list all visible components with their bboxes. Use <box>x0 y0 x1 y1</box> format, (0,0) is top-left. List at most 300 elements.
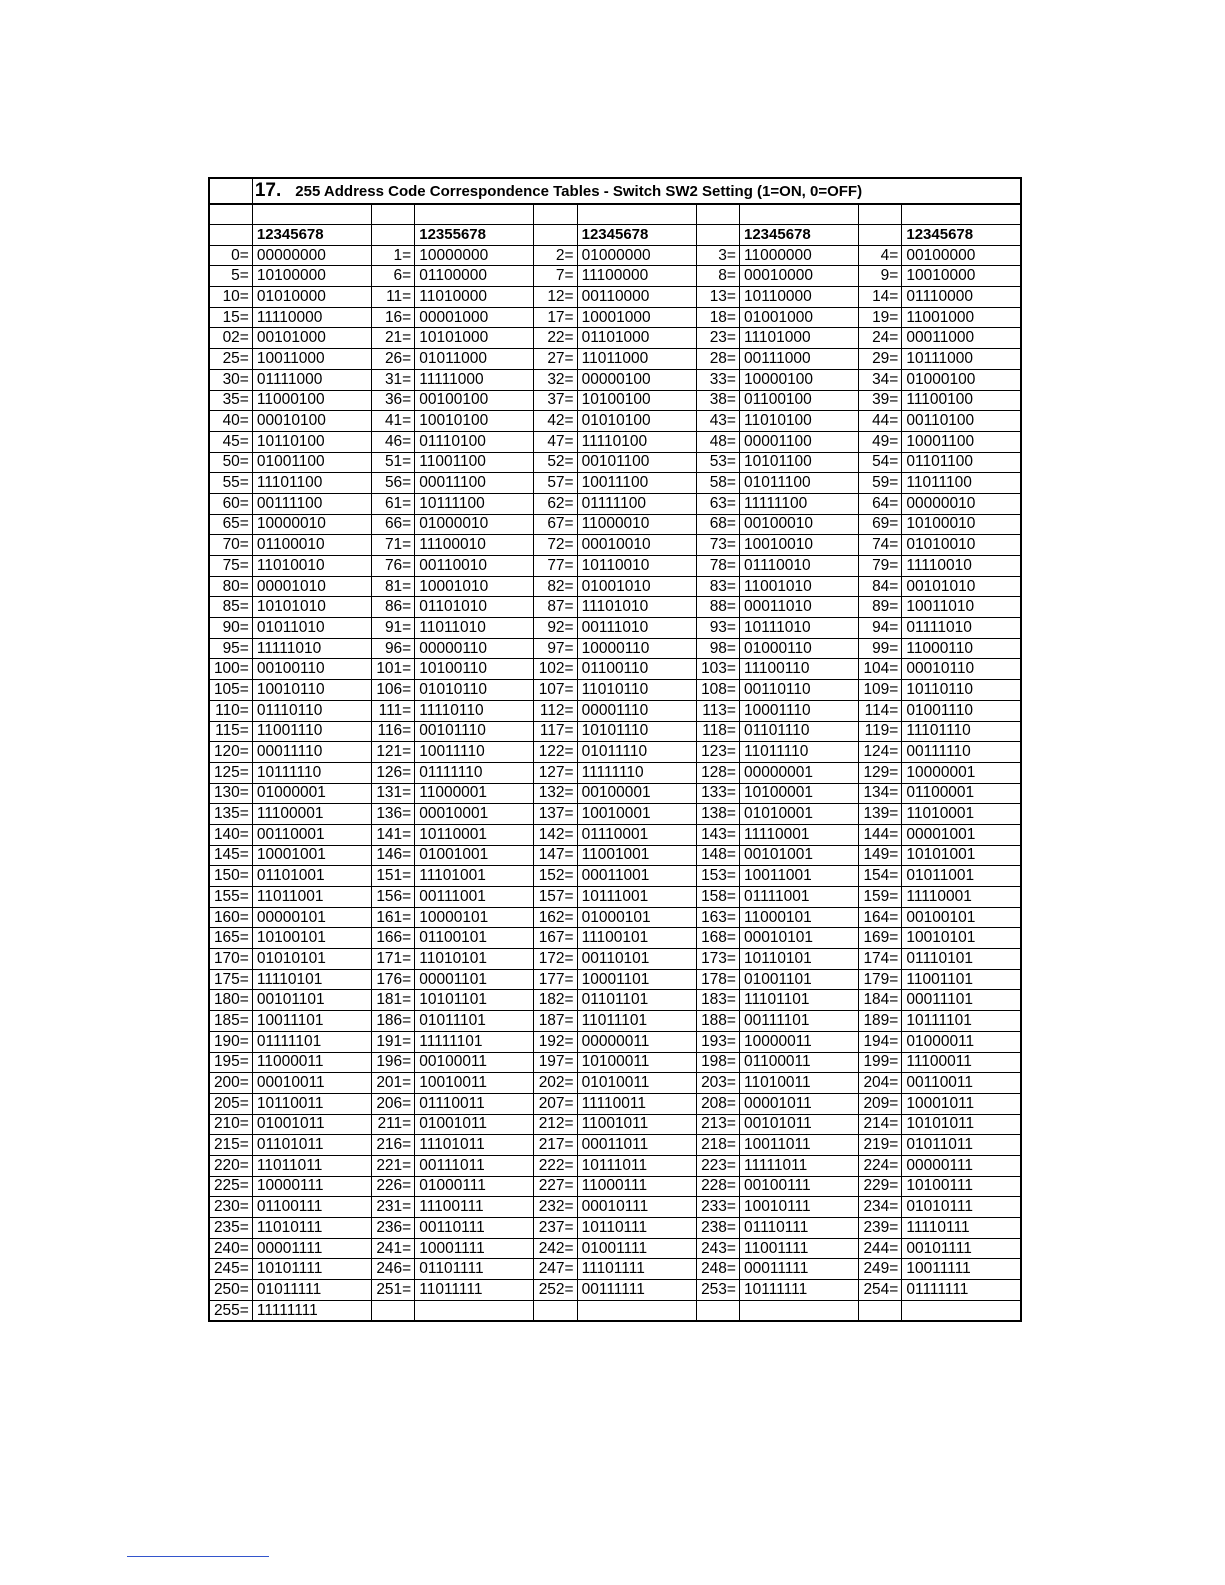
blank-cell <box>371 204 414 225</box>
switch-code: 00001000 <box>415 307 534 328</box>
switch-code: 11111101 <box>415 1031 534 1052</box>
switch-code: 11101000 <box>739 328 858 349</box>
switch-code: 11001001 <box>577 845 696 866</box>
switch-code: 01100100 <box>739 390 858 411</box>
address-number <box>859 1300 902 1321</box>
switch-code: 00010101 <box>739 928 858 949</box>
address-number: 43= <box>696 411 739 432</box>
address-number: 100= <box>209 659 252 680</box>
address-number: 225= <box>209 1176 252 1197</box>
switch-code: 11101001 <box>415 866 534 887</box>
address-number: 14= <box>859 287 902 308</box>
switch-code: 11111110 <box>577 762 696 783</box>
address-number: 92= <box>534 618 577 639</box>
switch-code: 01101010 <box>415 597 534 618</box>
address-number: 148= <box>696 845 739 866</box>
switch-code: 10101100 <box>739 452 858 473</box>
address-number: 191= <box>371 1031 414 1052</box>
address-number: 40= <box>209 411 252 432</box>
address-number: 237= <box>534 1218 577 1239</box>
address-number: 154= <box>859 866 902 887</box>
table-row <box>209 328 1021 349</box>
switch-code: 11110111 <box>902 1218 1021 1239</box>
address-number: 192= <box>534 1031 577 1052</box>
address-number: 74= <box>859 535 902 556</box>
address-number: 21= <box>371 328 414 349</box>
switch-code: 11101010 <box>577 597 696 618</box>
switch-code: 01011010 <box>252 618 371 639</box>
address-number: 161= <box>371 907 414 928</box>
switch-code: 01010101 <box>252 949 371 970</box>
address-number: 64= <box>859 493 902 514</box>
switch-code: 10111011 <box>577 1155 696 1176</box>
switch-code: 10011111 <box>902 1259 1021 1280</box>
switch-code: 11110000 <box>252 307 371 328</box>
address-number: 246= <box>371 1259 414 1280</box>
address-number: 135= <box>209 804 252 825</box>
switch-code: 01011101 <box>415 1011 534 1032</box>
address-number: 131= <box>371 783 414 804</box>
table-row <box>209 597 1021 618</box>
address-number: 35= <box>209 390 252 411</box>
switch-code: 10110010 <box>577 556 696 577</box>
switch-code: 00010001 <box>415 804 534 825</box>
switch-code: 00101101 <box>252 990 371 1011</box>
switch-code: 10001100 <box>902 431 1021 452</box>
address-number: 218= <box>696 1135 739 1156</box>
switch-code: 01001100 <box>252 452 371 473</box>
column-header: 12345678 <box>577 225 696 246</box>
table-row <box>209 783 1021 804</box>
switch-code: 10011100 <box>577 473 696 494</box>
address-number: 141= <box>371 824 414 845</box>
address-number: 45= <box>209 431 252 452</box>
address-code-table <box>208 177 1022 1322</box>
title-row <box>209 178 1021 204</box>
switch-code: 11111000 <box>415 369 534 390</box>
header-blank-cell <box>209 225 252 246</box>
switch-code: 00111000 <box>739 349 858 370</box>
table-row <box>209 824 1021 845</box>
address-number: 15= <box>209 307 252 328</box>
switch-code <box>902 1300 1021 1321</box>
address-number: 222= <box>534 1155 577 1176</box>
switch-code: 10100100 <box>577 390 696 411</box>
table-row <box>209 804 1021 825</box>
address-number: 152= <box>534 866 577 887</box>
switch-code: 10111101 <box>902 1011 1021 1032</box>
address-number: 224= <box>859 1155 902 1176</box>
switch-code: 10100011 <box>577 1052 696 1073</box>
switch-code: 11011101 <box>577 1011 696 1032</box>
address-number: 80= <box>209 576 252 597</box>
address-number: 156= <box>371 887 414 908</box>
address-number: 81= <box>371 576 414 597</box>
address-number: 242= <box>534 1238 577 1259</box>
switch-code: 10010001 <box>577 804 696 825</box>
switch-code: 01100111 <box>252 1197 371 1218</box>
address-number: 162= <box>534 907 577 928</box>
switch-code: 00100010 <box>739 514 858 535</box>
switch-code: 11100100 <box>902 390 1021 411</box>
address-number: 106= <box>371 680 414 701</box>
table-row <box>209 431 1021 452</box>
address-number: 117= <box>534 721 577 742</box>
address-number <box>696 1300 739 1321</box>
column-header-row <box>209 225 1021 246</box>
switch-code: 11100101 <box>577 928 696 949</box>
address-number: 166= <box>371 928 414 949</box>
table-row <box>209 618 1021 639</box>
address-number: 254= <box>859 1280 902 1301</box>
address-number: 234= <box>859 1197 902 1218</box>
address-number: 86= <box>371 597 414 618</box>
switch-code: 10111001 <box>577 887 696 908</box>
address-number: 164= <box>859 907 902 928</box>
switch-code: 00001001 <box>902 824 1021 845</box>
switch-code: 01001011 <box>415 1114 534 1135</box>
address-number: 108= <box>696 680 739 701</box>
table-row <box>209 287 1021 308</box>
switch-code: 10111110 <box>252 762 371 783</box>
address-number: 5= <box>209 266 252 287</box>
switch-code: 00101110 <box>415 721 534 742</box>
switch-code: 10111100 <box>415 493 534 514</box>
switch-code: 11100010 <box>415 535 534 556</box>
switch-code: 01001010 <box>577 576 696 597</box>
switch-code: 00101010 <box>902 576 1021 597</box>
address-number: 51= <box>371 452 414 473</box>
address-number: 55= <box>209 473 252 494</box>
switch-code: 10000100 <box>739 369 858 390</box>
switch-code: 11100011 <box>902 1052 1021 1073</box>
switch-code: 00000001 <box>739 762 858 783</box>
switch-code: 11101111 <box>577 1259 696 1280</box>
address-number: 102= <box>534 659 577 680</box>
address-number: 6= <box>371 266 414 287</box>
address-number: 0= <box>209 245 252 266</box>
address-number: 78= <box>696 556 739 577</box>
table-row <box>209 990 1021 1011</box>
address-number: 187= <box>534 1011 577 1032</box>
column-header: 12345678 <box>252 225 371 246</box>
address-number: 201= <box>371 1073 414 1094</box>
switch-code: 01100101 <box>415 928 534 949</box>
address-number: 121= <box>371 742 414 763</box>
switch-code: 01010000 <box>252 287 371 308</box>
switch-code: 00111110 <box>902 742 1021 763</box>
address-number: 54= <box>859 452 902 473</box>
address-number: 132= <box>534 783 577 804</box>
address-number: 158= <box>696 887 739 908</box>
address-number: 178= <box>696 969 739 990</box>
switch-code: 01011110 <box>577 742 696 763</box>
address-number: 77= <box>534 556 577 577</box>
address-number: 89= <box>859 597 902 618</box>
switch-code: 11110001 <box>902 887 1021 908</box>
blank-cell <box>534 204 577 225</box>
address-number: 177= <box>534 969 577 990</box>
switch-code: 11110001 <box>739 824 858 845</box>
switch-code: 01010010 <box>902 535 1021 556</box>
switch-code: 10011010 <box>902 597 1021 618</box>
address-number: 94= <box>859 618 902 639</box>
switch-code: 10011110 <box>415 742 534 763</box>
address-number: 26= <box>371 349 414 370</box>
switch-code: 11111111 <box>252 1300 371 1321</box>
switch-code: 10011000 <box>252 349 371 370</box>
address-number: 127= <box>534 762 577 783</box>
table-row <box>209 887 1021 908</box>
address-number: 99= <box>859 638 902 659</box>
switch-code: 01111000 <box>252 369 371 390</box>
switch-code: 00100101 <box>902 907 1021 928</box>
address-number <box>534 1300 577 1321</box>
switch-code: 00000101 <box>252 907 371 928</box>
switch-code: 01100010 <box>252 535 371 556</box>
switch-code: 01100011 <box>739 1052 858 1073</box>
switch-code: 00011010 <box>739 597 858 618</box>
table-row <box>209 1300 1021 1321</box>
address-number: 30= <box>209 369 252 390</box>
address-number: 219= <box>859 1135 902 1156</box>
address-number: 212= <box>534 1114 577 1135</box>
switch-code: 11010111 <box>252 1218 371 1239</box>
table-row <box>209 411 1021 432</box>
address-number: 230= <box>209 1197 252 1218</box>
title-spacer-cell <box>209 178 252 204</box>
switch-code: 10100010 <box>902 514 1021 535</box>
switch-code: 01100001 <box>902 783 1021 804</box>
address-number: 107= <box>534 680 577 701</box>
switch-code: 00001011 <box>739 1093 858 1114</box>
address-number: 202= <box>534 1073 577 1094</box>
switch-code: 01100110 <box>577 659 696 680</box>
address-number: 120= <box>209 742 252 763</box>
switch-code: 00011101 <box>902 990 1021 1011</box>
address-number: 209= <box>859 1093 902 1114</box>
address-number: 139= <box>859 804 902 825</box>
switch-code: 11111100 <box>739 493 858 514</box>
switch-code: 01110110 <box>252 700 371 721</box>
switch-code: 00110101 <box>577 949 696 970</box>
switch-code: 01100000 <box>415 266 534 287</box>
switch-code: 10001000 <box>577 307 696 328</box>
address-number: 1= <box>371 245 414 266</box>
switch-code: 10101011 <box>902 1114 1021 1135</box>
table-row <box>209 1218 1021 1239</box>
address-number: 7= <box>534 266 577 287</box>
switch-code: 10100110 <box>415 659 534 680</box>
address-number <box>371 1300 414 1321</box>
switch-code: 00001100 <box>739 431 858 452</box>
switch-code: 00010100 <box>252 411 371 432</box>
switch-code: 11010010 <box>252 556 371 577</box>
switch-code: 10110100 <box>252 431 371 452</box>
table-row <box>209 369 1021 390</box>
switch-code: 11111010 <box>252 638 371 659</box>
address-number: 42= <box>534 411 577 432</box>
footer-rule <box>127 1556 269 1557</box>
table-row <box>209 1114 1021 1135</box>
switch-code: 01011011 <box>902 1135 1021 1156</box>
switch-code: 01110011 <box>415 1093 534 1114</box>
table-row <box>209 1238 1021 1259</box>
switch-code: 01101001 <box>252 866 371 887</box>
switch-code: 01110001 <box>577 824 696 845</box>
column-header: 12345678 <box>739 225 858 246</box>
address-number: 204= <box>859 1073 902 1094</box>
address-number: 181= <box>371 990 414 1011</box>
address-number: 144= <box>859 824 902 845</box>
address-number: 239= <box>859 1218 902 1239</box>
switch-code: 00000011 <box>577 1031 696 1052</box>
column-header: 12345678 <box>902 225 1021 246</box>
address-number: 87= <box>534 597 577 618</box>
address-number: 22= <box>534 328 577 349</box>
table-row <box>209 1073 1021 1094</box>
table-row <box>209 680 1021 701</box>
switch-code: 10100101 <box>252 928 371 949</box>
switch-code: 01000011 <box>902 1031 1021 1052</box>
switch-code: 01101011 <box>252 1135 371 1156</box>
address-number: 50= <box>209 452 252 473</box>
switch-code: 01111100 <box>577 493 696 514</box>
address-number: 167= <box>534 928 577 949</box>
table-row <box>209 556 1021 577</box>
switch-code: 01001000 <box>739 307 858 328</box>
table-row <box>209 390 1021 411</box>
table-row <box>209 1197 1021 1218</box>
address-number: 90= <box>209 618 252 639</box>
address-number: 69= <box>859 514 902 535</box>
switch-code: 10110001 <box>415 824 534 845</box>
switch-code: 00110000 <box>577 287 696 308</box>
switch-code: 11011000 <box>577 349 696 370</box>
address-number: 62= <box>534 493 577 514</box>
address-number: 140= <box>209 824 252 845</box>
switch-code: 11010110 <box>577 680 696 701</box>
switch-code: 00000111 <box>902 1155 1021 1176</box>
address-number: 28= <box>696 349 739 370</box>
blank-cell <box>415 204 534 225</box>
address-number: 194= <box>859 1031 902 1052</box>
address-number: 63= <box>696 493 739 514</box>
address-number: 176= <box>371 969 414 990</box>
switch-code: 11011010 <box>415 618 534 639</box>
switch-code: 00011111 <box>739 1259 858 1280</box>
table-row <box>209 949 1021 970</box>
address-number: 137= <box>534 804 577 825</box>
table-row <box>209 493 1021 514</box>
switch-code: 10111111 <box>739 1280 858 1301</box>
switch-code: 00110011 <box>902 1073 1021 1094</box>
switch-code: 10000000 <box>415 245 534 266</box>
switch-code: 11000110 <box>902 638 1021 659</box>
address-number: 169= <box>859 928 902 949</box>
switch-code: 01111110 <box>415 762 534 783</box>
blank-cell <box>739 204 858 225</box>
address-number: 208= <box>696 1093 739 1114</box>
table-row <box>209 1031 1021 1052</box>
switch-code: 00100110 <box>252 659 371 680</box>
switch-code: 10000111 <box>252 1176 371 1197</box>
switch-code: 10100111 <box>902 1176 1021 1197</box>
address-number: 150= <box>209 866 252 887</box>
address-number: 238= <box>696 1218 739 1239</box>
address-number: 207= <box>534 1093 577 1114</box>
address-number: 10= <box>209 287 252 308</box>
table-row <box>209 473 1021 494</box>
address-number: 67= <box>534 514 577 535</box>
address-number: 243= <box>696 1238 739 1259</box>
address-number: 184= <box>859 990 902 1011</box>
address-number: 211= <box>371 1114 414 1135</box>
address-number: 180= <box>209 990 252 1011</box>
switch-code: 10010000 <box>902 266 1021 287</box>
switch-code: 01101110 <box>739 721 858 742</box>
address-number: 213= <box>696 1114 739 1135</box>
switch-code: 01110101 <box>902 949 1021 970</box>
table-row <box>209 1052 1021 1073</box>
switch-code: 10111000 <box>902 349 1021 370</box>
switch-code: 01101100 <box>902 452 1021 473</box>
address-number: 32= <box>534 369 577 390</box>
address-number: 251= <box>371 1280 414 1301</box>
address-number: 172= <box>534 949 577 970</box>
switch-code: 10000001 <box>902 762 1021 783</box>
table-row <box>209 576 1021 597</box>
table-row <box>209 1135 1021 1156</box>
address-number: 235= <box>209 1218 252 1239</box>
section-number: 17. <box>254 179 282 201</box>
address-number: 110= <box>209 700 252 721</box>
address-number: 228= <box>696 1176 739 1197</box>
switch-code: 11000011 <box>252 1052 371 1073</box>
switch-code: 00110001 <box>252 824 371 845</box>
address-number: 3= <box>696 245 739 266</box>
address-number: 93= <box>696 618 739 639</box>
switch-code: 10110011 <box>252 1093 371 1114</box>
address-number: 198= <box>696 1052 739 1073</box>
table-row <box>209 1176 1021 1197</box>
blank-cell <box>209 204 252 225</box>
switch-code: 11110010 <box>902 556 1021 577</box>
address-number: 153= <box>696 866 739 887</box>
table-row <box>209 1280 1021 1301</box>
switch-code: 00001111 <box>252 1238 371 1259</box>
switch-code: 00101001 <box>739 845 858 866</box>
blank-cell <box>902 204 1021 225</box>
address-number: 248= <box>696 1259 739 1280</box>
switch-code: 01010011 <box>577 1073 696 1094</box>
switch-code: 00011100 <box>415 473 534 494</box>
address-number: 61= <box>371 493 414 514</box>
address-number: 91= <box>371 618 414 639</box>
table-title-cell <box>252 178 1021 204</box>
address-number: 101= <box>371 659 414 680</box>
address-number: 85= <box>209 597 252 618</box>
address-number: 188= <box>696 1011 739 1032</box>
blank-cell <box>252 204 371 225</box>
switch-code: 01010111 <box>902 1197 1021 1218</box>
switch-code: 11100000 <box>577 266 696 287</box>
switch-code: 01000110 <box>739 638 858 659</box>
address-number: 23= <box>696 328 739 349</box>
switch-code: 00110111 <box>415 1218 534 1239</box>
address-number: 134= <box>859 783 902 804</box>
table-row <box>209 845 1021 866</box>
